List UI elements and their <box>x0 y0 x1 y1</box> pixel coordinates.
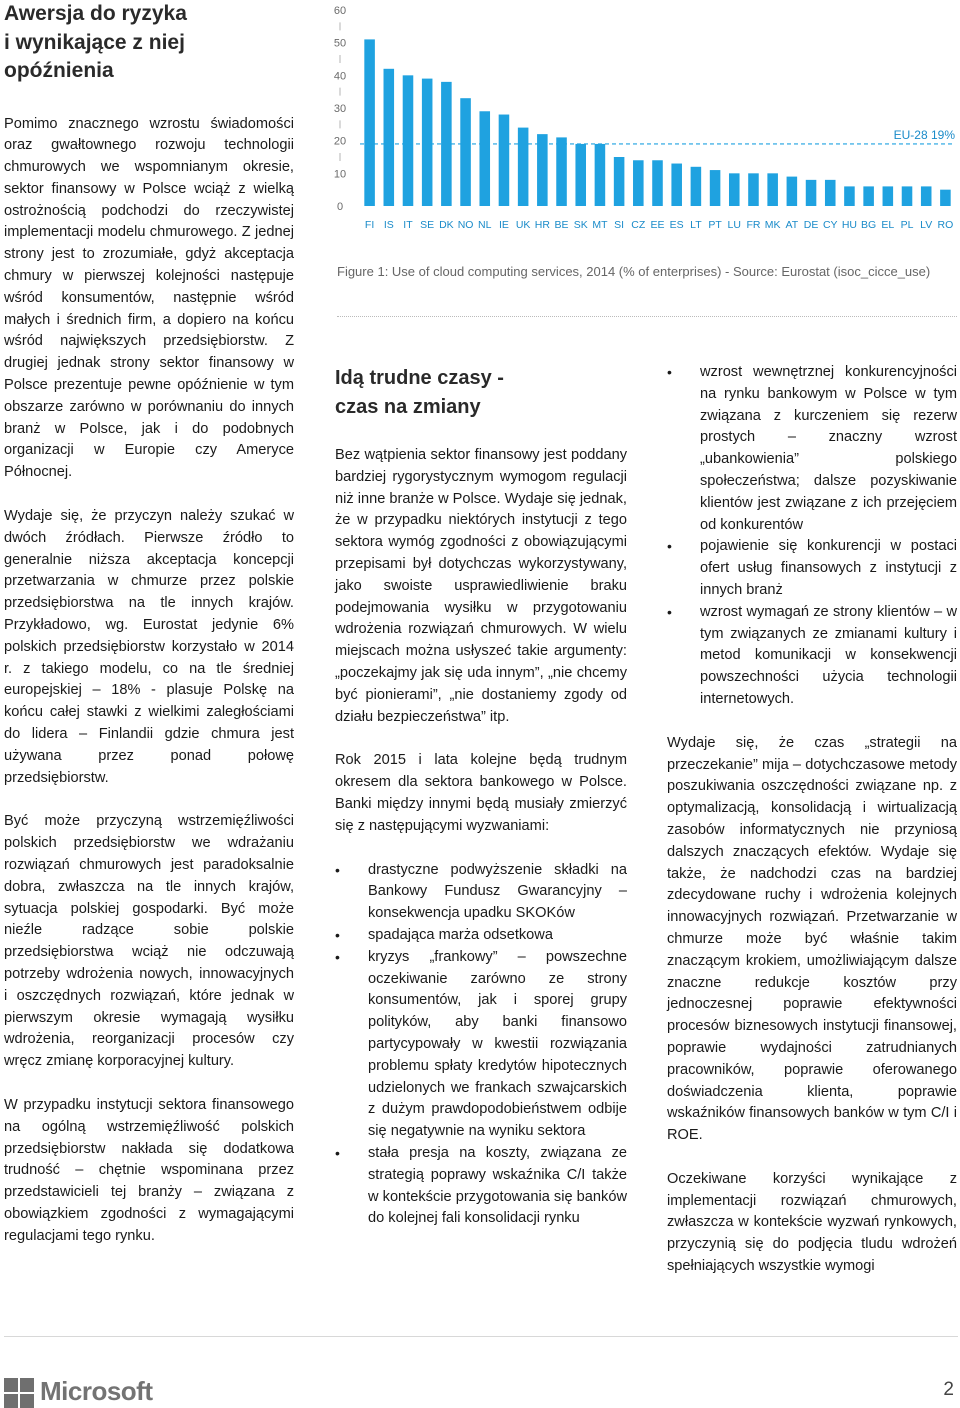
bar-hr <box>537 134 548 206</box>
bar-fi <box>364 39 375 206</box>
bar-es <box>671 164 682 206</box>
bar-fr <box>748 173 759 206</box>
x-tick-label: EL <box>881 219 895 231</box>
x-tick-label: SI <box>614 219 625 231</box>
heading-line: i wynikające z niej <box>4 30 185 54</box>
heading-line: Awersja do ryzyka <box>4 2 187 25</box>
y-tick-label: 30 <box>333 103 347 115</box>
x-tick-label: UK <box>515 219 531 231</box>
paragraph: Bez wątpienia sektor finansowy jest poddany bardziej rygorystycznym wymogom regulacji niż inne branże w Polsce. Wydaje się jednak, że w przypadku niektórych instytucji z tego sektora wymóg zgodności z obowiązującymi przepisami był dotychczas wykorzystywany, jako swoiste usprawiedliwienie braku podejmowania wysiłku w przygotowaniu wdrożenia rozwiązań chmurowych. W wielu miejscach można usłyszeć takie argumenty: „poczekajmy jak się uda innym”, „nie chcemy być pionierami”, „nie dostaniemy zgody od działu bezpieczeństwa” itp. <box>335 447 627 725</box>
bar-bg <box>863 186 874 206</box>
bar-dk <box>441 82 452 206</box>
page-number: 2 <box>943 1379 954 1400</box>
x-tick-label: DK <box>439 219 454 231</box>
challenges-list <box>335 860 627 1231</box>
bar-it <box>403 75 414 206</box>
bar-mk <box>767 173 778 206</box>
paragraph: Wydaje się, że przyczyn należy szukać w dwóch źródłach. Pierwsze źródło to generalnie niższa akceptacja koncepcji przetwarzania w chmurze przez polskie przedsiębiorstwa na tle innych krajów. Przykładowo, wg. Eurostat jedynie 6% polskich przedsiębiorstw korzystało w 2014 r. z takiego modelu, co na tle średniej europejskiej – 18% - plasuje Polskę na końcu całej stawki z wielkimi zaległościami do lidera – Finlandii gdzie chmura jest używana przez ponad połowę przedsiębiorstw. <box>4 508 294 786</box>
bar-is <box>384 69 395 206</box>
paragraph: Być może przyczyną wstrzemięźliwości polskich przedsiębiorstw we wdrażaniu rozwiązań chmurowych jest paradoksalnie dobra, zwłaszcza na tle innych krajów, sytuacja polskiej gospodarki. Być może nieźle radzące sobie polskie przedsiębiorstwa wciąż nie odczuwają potrzeby wdrożenia nowych, innowacyjnych i oszczędnych rozwiązań, które jednak w pierwszym okresie wymagają wysiłku wdrożenia, reorganizacji procesów czy wręcz zmianę korporacyjnej kultury. <box>4 813 294 1070</box>
bar-el <box>883 186 894 206</box>
x-tick-label: AT <box>785 219 799 231</box>
paragraph: Oczekiwane korzyści wynikające z implementacji rozwiązań chmurowych, zwłaszcza w kontekście wyzwań rynkowych, przyczynią się do podjęcia tludu wdrożeń spełniających wszystkie wymogi <box>667 1170 957 1275</box>
list-item: • spadająca marża odsetkowa <box>335 925 627 947</box>
bar-cz <box>633 160 644 206</box>
bar-no <box>460 98 471 206</box>
middle-column <box>335 362 627 1252</box>
heading-line: Idą trudne czasy - <box>335 367 504 389</box>
x-tick-label: IT <box>403 219 413 231</box>
challenges-list-continued <box>667 362 957 711</box>
paragraph: Pomimo znacznego wzrostu świadomości oraz gwałtownego rozwoju technologii chmurowych we wspomnianym okresie, sektor finansowy w Polsce wciąż z wielką ostrożnością podchodzi do rzeczywistej implementacji modelu chmurowego. Z jednej strony jest to zrozumiałe, gdyż akceptacja chmury w pierwszej kolejności następuje wśród konsumentów, następnie wśród małych i średnich firm, a dopiero na końcu wśród największych przedsiębiorstw. Z drugiej jednak strony sektor finansowy w Polsce prezentuje pewne opóźnienie w tym obszarze zarówno w porównaniu do innych branż w Polsce, jak i do podobnych organizacji w Europie czy Ameryce Północnej. <box>4 115 294 481</box>
bar-hu <box>844 186 855 206</box>
bar-ro <box>940 190 951 206</box>
x-tick-label: PL <box>900 219 914 231</box>
bar-se <box>422 79 433 206</box>
bar-sk <box>575 144 586 206</box>
bar-at <box>787 177 798 206</box>
bar-nl <box>479 111 490 206</box>
section-heading-hard-times <box>335 364 627 421</box>
x-tick-label: NL <box>478 219 492 231</box>
x-tick-label: MK <box>764 219 781 231</box>
brand-wordmark: Microsoft <box>40 1376 153 1406</box>
x-tick-label: HU <box>841 219 858 231</box>
x-tick-label: RO <box>937 219 954 231</box>
x-tick-label: IE <box>498 219 509 231</box>
list-item: • wzrost wewnętrznej konkurencyjności na rynku bankowym w Polsce w tym związana z kurczeniem się rezerw prostych – znaczny wzrost „ubankowienia” polskiego społeczeństwa; dalsze pozyskiwanie klientów jest związane z ich przejęciem od konkurentów <box>667 362 957 536</box>
x-tick-label: CZ <box>631 219 646 231</box>
bar-cy <box>825 180 836 206</box>
left-column <box>4 0 294 1270</box>
cloud-usage-bar-chart <box>330 0 960 300</box>
list-item: • kryzys „frankowy” – powszechne oczekiwanie zarówno ze strony konsumentów, jak i sporej grupy polityków, aby banki finansowo partycypowały w kwestii rozwiązania problemu spłaty kredytów hipotecznych udzielonych we frankach szwajcarskich z dużym prawdopodobieństwem odbije się negatywnie na wyniku sektora <box>335 947 627 1143</box>
x-tick-label: SE <box>420 219 435 231</box>
x-tick-label: BG <box>861 219 877 231</box>
x-tick-label: PT <box>708 219 722 231</box>
x-tick-label: IS <box>383 219 394 231</box>
x-tick-label: SK <box>573 219 588 231</box>
x-tick-label: EE <box>650 219 665 231</box>
bar-pt <box>710 170 721 206</box>
chart-caption: Figure 1: Use of cloud computing services, 2014 (% of enterprises) - Source: Eurostat (isoc_cicce_use) <box>337 264 931 279</box>
bar-ee <box>652 160 663 206</box>
x-tick-label: CY <box>822 219 838 231</box>
x-tick-label: HR <box>534 219 550 231</box>
list-item: • wzrost wymagań ze strony klientów – w tym związanych ze zmianami kultury i metod komunikacji w konsekwencji powszechności użycia technologii internetowych. <box>667 602 957 711</box>
bar-be <box>556 137 567 206</box>
y-tick-label: 50 <box>333 37 347 50</box>
paragraph: Rok 2015 i lata kolejne będą trudnym okresem dla sektora bankowego w Polsce. Banki między innymi będą musiały zmierzyć się z następującymi wyzwaniami: <box>335 752 627 834</box>
paragraph: Wydaje się, że czas „strategii na przeczekanie” mija – dotychczasowe metody poszukiwania oszczędności związane np. z optymalizacją, konsolidacją i wirtualizacją zasobów informatycznych nie przyniosą dalszych znaczących efektów. Wydaje się także, że nadchodzi czas na bardziej zdecydowane ruchy i wdrożenia kolejnych innowacyjnych rozwiązań. Przetwarzanie w chmurze może być właśnie takim znaczącym krokiem, umożliwiającym dalsze znaczne redukcje kosztów przy jednoczesnej poprawie efektywności procesów biznesowych instytucji finansowej, poprawie wydajności zatrudnianych pracowników, poprawie oferowanego doświadczenia klienta, poprawie wskaźników finansowych banków w tym C/I i ROE. <box>667 734 957 1144</box>
x-tick-label: NO <box>457 219 474 231</box>
list-item: • stała presja na koszty, związana ze strategią poprawy wskaźnika C/I także w kontekście przygotowania się banków do kolejnej fali konsolidacji rynku <box>335 1143 627 1230</box>
caption-divider <box>337 316 957 317</box>
microsoft-logo-icon <box>4 1378 34 1408</box>
bar-uk <box>518 128 529 206</box>
y-tick-label: 0 <box>336 201 344 213</box>
eu-average-label: EU-28 19% <box>893 127 955 142</box>
paragraph: W przypadku instytucji sektora finansowego na ogólną wstrzemięźliwość polskich przedsiębiorstw nakłada się dodatkowa trudność – chętnie wspominana przez przedstawicieli tej branży – związana z obowiązkiem zgodności z wymagającymi regulacjami tego rynku. <box>4 1096 294 1244</box>
bar-ie <box>499 115 510 206</box>
bar-de <box>806 180 817 206</box>
bar-si <box>614 157 625 206</box>
x-tick-label: FR <box>746 219 761 231</box>
x-tick-label: FI <box>364 219 375 231</box>
x-tick-label: MT <box>592 219 608 231</box>
x-tick-label: BE <box>554 219 569 231</box>
footer-divider <box>4 1336 958 1337</box>
x-tick-label: LV <box>920 219 933 231</box>
heading-line: czas na zmiany <box>335 395 481 418</box>
heading-line: opóźnienia <box>4 59 114 82</box>
y-tick-label: 60 <box>333 5 347 17</box>
x-tick-label: LU <box>727 219 741 231</box>
list-item: • pojawienie się konkurencji w postaci ofert usług finansowych z instytucji z innych branż <box>667 536 957 601</box>
y-tick-label: 10 <box>333 168 347 181</box>
list-item: • drastyczne podwyższenie składki na Bankowy Fundusz Gwarancyjny – konsekwencja upadku SKOKów <box>335 860 627 925</box>
x-tick-label: ES <box>669 219 684 231</box>
x-tick-label: DE <box>803 219 819 231</box>
bar-lv <box>921 186 932 206</box>
x-tick-label: LT <box>690 219 702 231</box>
bar-lt <box>691 167 702 206</box>
bar-lu <box>729 173 740 206</box>
y-tick-label: 20 <box>333 135 347 148</box>
right-column <box>667 362 957 1300</box>
y-tick-label: 40 <box>333 70 347 83</box>
bar-pl <box>902 186 913 206</box>
section-heading-risk-aversion <box>4 0 294 86</box>
bar-mt <box>595 144 606 206</box>
chart-canvas <box>330 0 960 250</box>
